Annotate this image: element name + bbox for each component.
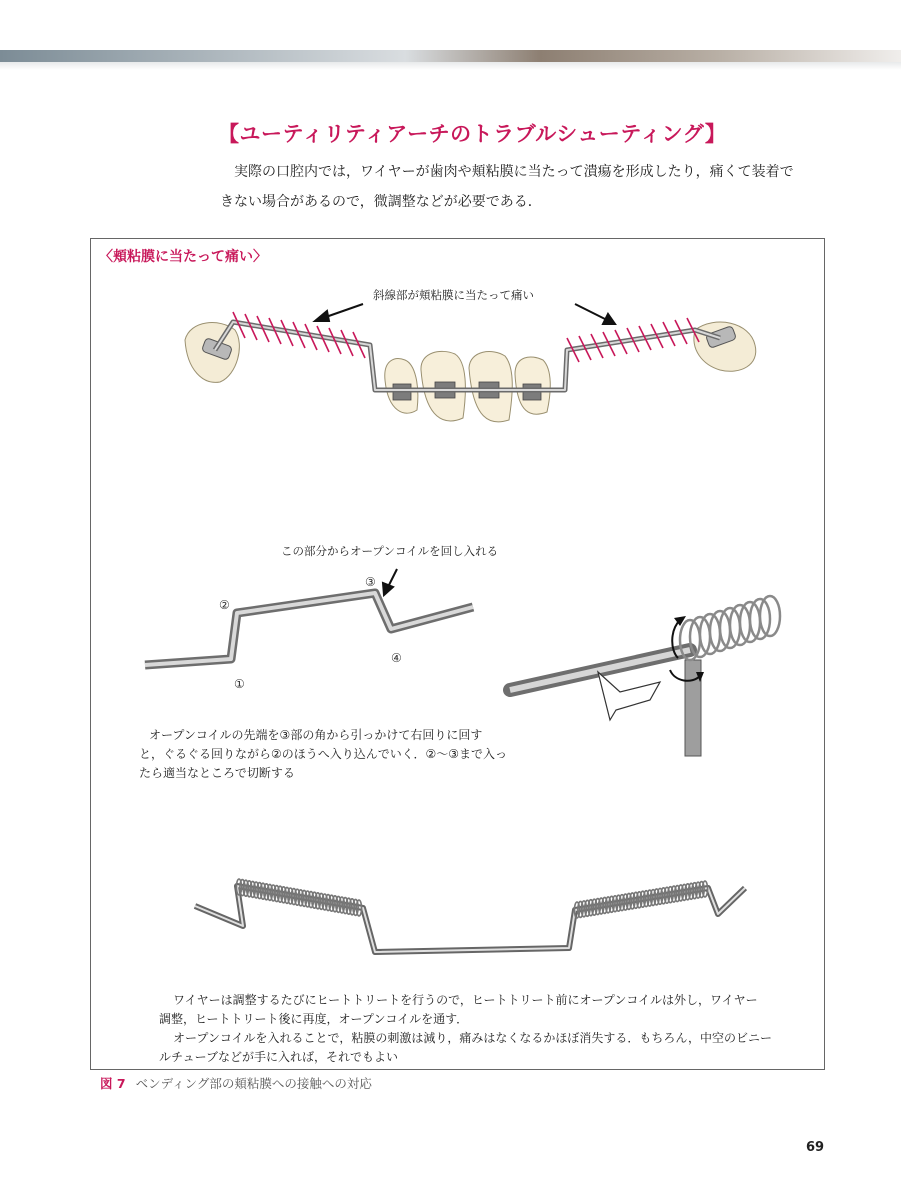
- marker-1: ①: [234, 677, 245, 691]
- coil-desc-line-2: と，ぐるぐる回りながら②のほうへ入り込んでいく．②～③まで入っ: [139, 747, 508, 761]
- wire-with-coils-illustration: [193, 878, 753, 968]
- intro-paragraph: [220, 157, 830, 217]
- bottom-desc-line-3: オープンコイルを入れることで，粘膜の刺激は減り，痛みはなくなるかほぼ消失する．もちろん，中空のビニー: [173, 1031, 773, 1045]
- intro-line-2: きない場合があるので，微調整などが必要である．: [220, 194, 542, 210]
- label-hatched-area: 斜線部が頬粘膜に当たって痛い: [373, 288, 534, 302]
- bottom-desc-line-1: ワイヤーは調整するたびにヒートトリートを行うので，ヒートトリート前にオープンコイルは外し，ワイヤー: [173, 993, 758, 1007]
- section-title: 【ユーティリティアーチのトラブルシューティング】: [218, 121, 727, 146]
- intro-line-1: 実際の口腔内では，ワイヤーが歯肉や頬粘膜に当たって潰瘍を形成したり，痛くて装着で: [234, 164, 794, 180]
- coil-threading-illustration: [510, 600, 780, 760]
- dental-arch-illustration: [175, 290, 795, 440]
- arrows-hatched: [315, 304, 615, 324]
- direction-arrow-outline: [598, 672, 660, 720]
- coil-desc-line-3: たら適当なところで切断する: [139, 766, 295, 780]
- hatched-area-left: [233, 312, 365, 358]
- header-gradient-bar: [0, 0, 901, 70]
- marker-3: ③: [365, 575, 376, 589]
- bottom-desc-line-4: ルチューブなどが手に入れば，それでもよい: [159, 1050, 399, 1064]
- coil-desc-line-1: オープンコイルの先端を③部の角から引っかけて右回りに回す: [149, 728, 483, 742]
- hatched-area-right: [567, 318, 699, 362]
- figure-caption: [100, 1074, 372, 1092]
- figure-caption-text: ベンディング部の頬粘膜への接触への対応: [135, 1076, 372, 1091]
- bottom-desc-line-2: 調整，ヒートトリート後に再度，オープンコイルを通す．: [159, 1012, 469, 1026]
- label-coil-entry: この部分からオープンコイルを回し入れる: [281, 544, 499, 558]
- coil-description: [139, 726, 509, 783]
- bottom-description: [159, 991, 809, 1067]
- figure-subtitle: 〈頬粘膜に当たって痛い〉: [99, 249, 267, 265]
- marker-4: ④: [391, 651, 402, 665]
- figure-caption-number: 図 7: [100, 1076, 126, 1091]
- marker-2: ②: [219, 598, 230, 612]
- bent-wire-illustration: [145, 585, 485, 685]
- page-number: 69: [806, 1140, 825, 1155]
